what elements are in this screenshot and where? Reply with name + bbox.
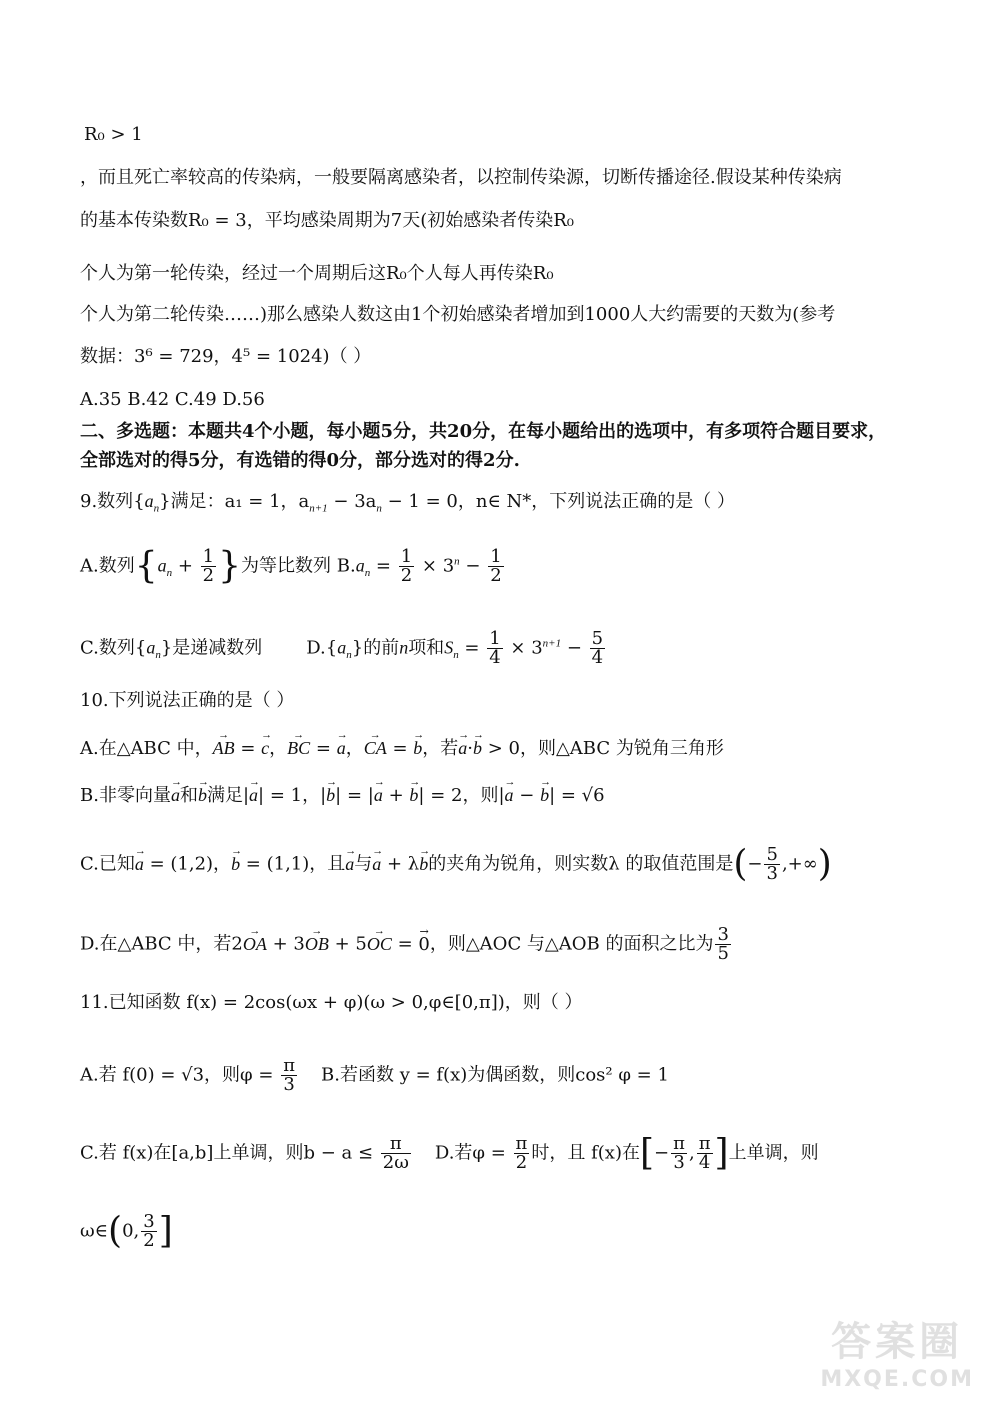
q8-line-3: 个人为第一轮传染，经过一个周期后这R₀个人每人再传染R₀ bbox=[80, 263, 554, 284]
watermark-logo-text: 答案圈 bbox=[831, 1319, 964, 1365]
q9-optC-suffix: 是递减数列 bbox=[172, 637, 263, 659]
q9-stem-prefix: 9.数列 bbox=[80, 491, 134, 512]
q9-optA-a: a bbox=[157, 555, 167, 576]
watermark-url: MXQE.COM bbox=[820, 1367, 974, 1392]
q11-option-d: D.若φ = bbox=[434, 1142, 512, 1164]
q11-cont-frac: $\frac{3}{2}$ bbox=[143, 1211, 155, 1251]
q8-line-4: 个人为第二轮传染……)那么感染人数这由1个初始感染者增加到1000人大约需要的天数为(参考 bbox=[80, 304, 836, 325]
q8-options: A.35 B.42 C.49 D.56 bbox=[80, 389, 265, 410]
q11-a-frac: $\frac{\pi}{3}$ bbox=[283, 1055, 296, 1095]
watermark bbox=[820, 1310, 974, 1392]
q9-optC: C.数列 bbox=[80, 637, 135, 659]
q10-option-c: C.已知→ a = (1,2)，→ b = (1,1)，且→ a与→ a + λ→ b的夹角为锐角，则实数λ 的取值范围是(− $\frac{5}{3}$ ,+∞) bbox=[80, 846, 832, 883]
q10-stem: 10.下列说法正确的是（ ） bbox=[80, 690, 295, 711]
q9-optA-prefix: A.数列 bbox=[80, 555, 135, 577]
q11-option-a: A.若 f(0) = √3，则φ = bbox=[80, 1064, 280, 1086]
q9-optB-frac2: $\frac{1}{2}$ bbox=[490, 546, 502, 586]
r0-condition: R₀ > 1 bbox=[84, 124, 143, 145]
q9-options-ab: A.数列{$a_n$ + $\frac{1}{2}$ }为等比数列 $B.a_n$ = $\frac{1}{2}$ × $3^n$ − $\frac{1}{2}$ bbox=[80, 545, 502, 587]
q9-optB-an: a bbox=[355, 555, 365, 576]
section-2-heading: 二、多选题：本题共4个小题，每小题5分，共20分，在每小题给出的选项中，有多项符合题目要求， bbox=[80, 421, 887, 442]
q9-optB-frac1: $\frac{1}{2}$ bbox=[400, 546, 413, 586]
q9-stem-end: − 1 = 0，n∈ N*，下列说法正确的是（ ） bbox=[381, 491, 735, 512]
q9-optD-frac2: $\frac{5}{4}$ bbox=[591, 628, 604, 668]
q11-option-b: B.若函数 y = f(x)为偶函数，则cos² φ = 1 bbox=[321, 1064, 669, 1086]
q8-line-5: 数据：3⁶ = 729，4⁵ = 1024)（ ） bbox=[80, 346, 372, 367]
q10-option-d: D.在△ABC 中，若2→ OA + 3→ OB + 5→ OC = → 0，则△AOC 与△AOB 的面积之比为 $\frac{3}{5}$ bbox=[80, 926, 733, 963]
q9-optD-prefix: D. bbox=[306, 637, 326, 659]
q10-c-frac: $\frac{5}{3}$ bbox=[766, 844, 778, 884]
q9-stem-a1: 满足：a₁ = 1，a bbox=[170, 491, 310, 512]
q10-option-a: A.在△ABC 中，→ AB = → c，→ BC = → a，→ CA = → b，若→ a·→ b > 0，则△ABC 为锐角三角形 bbox=[80, 736, 724, 761]
q10-d-frac: $\frac{3}{5}$ bbox=[717, 924, 729, 964]
q11-d-frac3: $\frac{\pi}{4}$ bbox=[698, 1133, 711, 1173]
q10-option-b: B.非零向量→ a和→ b满足|→ a| = 1，|→ b| = |→ a + → b| = 2，则|→ a − → b| = √6 bbox=[80, 783, 605, 808]
q11-d-frac2: $\frac{\pi}{3}$ bbox=[673, 1133, 685, 1173]
q9-optA-suffix: 为等比数列 B. bbox=[241, 555, 356, 577]
q9-optA-plus: + bbox=[172, 555, 199, 577]
q8-line-1: ，而且死亡率较高的传染病，一般要隔离感染者，以控制传染源，切断传播途径.假设某种传染病 bbox=[80, 167, 842, 188]
q8-line-2: 的基本传染数R₀ = 3，平均感染周期为7天(初始感染者传染R₀ bbox=[80, 210, 574, 231]
q11-option-c: C.若 f(x)在[a,b]上单调，则b − a ≤ bbox=[80, 1142, 379, 1164]
q9-optD-frac1: $\frac{1}{4}$ bbox=[489, 628, 501, 668]
q11-options-ab bbox=[80, 1057, 669, 1094]
q9-stem: 9.数列$\{a_n\}$满足：a₁ = 1，$a_{n+1} - 3a_n - 1 = 0$，n∈ N*，下列说法正确的是（ ） bbox=[80, 491, 735, 515]
q9-stem-mid: − 3a bbox=[327, 491, 377, 512]
q11-option-d-continued: ω∈(0, $\frac{3}{2}$ ] bbox=[80, 1210, 173, 1252]
q11-stem: 11.已知函数 f(x) = 2cos(ωx + φ)(ω > 0,φ∈[0,π])，则（ ） bbox=[80, 992, 583, 1013]
q11-c-frac: $\frac{\pi}{2\omega}$ bbox=[382, 1133, 409, 1173]
q9-options-cd: C.数列$\{a_n\}$是递减数列 $D.\{a_n\}$的前n项和$S_n$ = $\frac{1}{4}$ × $3^{n+1}$ − $\frac{5}{4}$ bbox=[80, 628, 604, 668]
q11-d-frac1: $\frac{\pi}{2}$ bbox=[515, 1133, 528, 1173]
q9-optA-frac: $\frac{1}{2}$ bbox=[202, 546, 215, 586]
section-2-instructions: 全部选对的得5分，有选错的得0分，部分选对的得2分. bbox=[80, 450, 520, 471]
q11-options-cd: C.若 f(x)在[a,b]上单调，则b − a ≤ $\frac{\pi}{2\omega}$ D.若φ = $\frac{\pi}{2}$ 时，且 f(x)在[− $\frac{\pi}{3}$ , $\frac{\pi}{4}$ ]上单调，则 bbox=[80, 1132, 819, 1174]
